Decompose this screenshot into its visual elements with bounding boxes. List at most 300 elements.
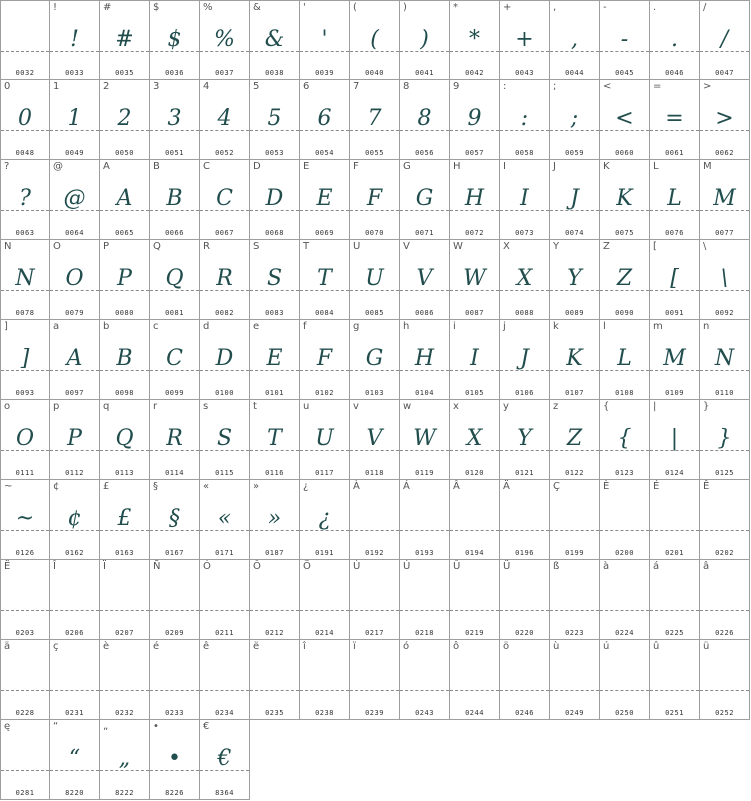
character-code: 0228 [15,709,35,717]
character-label: Q [153,241,161,252]
glyph-cell[interactable] [650,640,700,720]
glyph-preview: B [116,346,133,371]
glyph-cell[interactable] [200,240,250,320]
character-label: ö [503,641,510,652]
glyph-cell[interactable] [350,240,400,320]
glyph-cell[interactable] [700,560,750,640]
glyph-cell[interactable] [650,80,700,160]
character-code: 0250 [615,709,634,717]
glyph-cell[interactable] [350,560,400,640]
character-code: 0087 [465,309,484,317]
character-label: y [503,401,509,412]
glyph-cell[interactable] [100,160,150,240]
character-code: 0075 [615,229,634,237]
glyph-preview [650,655,699,703]
glyph-cell[interactable] [0,480,50,560]
glyph-cell[interactable] [250,240,300,320]
glyph-cell[interactable] [350,160,400,240]
glyph-cell[interactable] [100,560,150,640]
character-label: M [703,161,712,172]
glyph-preview: „ [118,746,131,771]
glyph-cell[interactable] [450,80,500,160]
glyph-cell[interactable] [500,480,550,560]
character-label: û [653,641,660,652]
glyph-cell[interactable] [600,640,650,720]
glyph-cell[interactable] [650,320,700,400]
glyph-cell[interactable] [700,80,750,160]
character-label: Ü [503,561,511,572]
character-code: 0217 [365,629,384,637]
character-code: 0097 [65,389,84,397]
glyph-cell[interactable] [300,320,350,400]
glyph-preview [300,575,349,623]
glyph-cell[interactable] [50,320,100,400]
glyph-cell[interactable] [200,400,250,480]
character-label: Ô [253,561,261,572]
character-label: ß [553,561,560,572]
glyph-preview [700,495,749,543]
character-label: / [703,2,707,13]
glyph-preview [500,575,549,623]
glyph-cell[interactable] [700,160,750,240]
character-label: b [103,321,110,332]
glyph-preview: [ [670,266,679,291]
glyph-preview: U [365,266,384,291]
character-label: ' [303,2,306,13]
character-code: 0223 [565,629,584,637]
glyph-cell[interactable] [50,240,100,320]
character-label: U [353,241,361,252]
glyph-preview: ~ [15,506,35,531]
glyph-cell[interactable] [50,160,100,240]
character-label: t [253,401,257,412]
glyph-cell[interactable] [550,320,600,400]
glyph-cell[interactable] [150,320,200,400]
character-code: 0224 [615,629,634,637]
glyph-preview [150,575,199,623]
character-code: 0064 [65,229,84,237]
character-code: 0032 [15,69,35,77]
glyph-cell[interactable] [400,160,450,240]
glyph-cell[interactable] [350,0,400,80]
glyph-cell[interactable] [450,320,500,400]
glyph-cell[interactable] [100,80,150,160]
character-label: l [603,321,606,332]
character-label: P [103,241,110,252]
glyph-preview: % [214,27,235,52]
glyph-cell[interactable] [100,400,150,480]
glyph-preview: ) [420,27,429,52]
glyph-cell[interactable] [0,240,50,320]
glyph-cell[interactable] [600,560,650,640]
glyph-cell[interactable] [400,240,450,320]
glyph-cell[interactable] [150,0,200,80]
character-code: 0200 [615,549,634,557]
character-code: 0085 [365,309,384,317]
glyph-cell[interactable] [300,240,350,320]
glyph-cell[interactable] [150,560,200,640]
glyph-cell[interactable] [0,0,50,80]
character-code: 0037 [215,69,234,77]
character-label: 1 [53,81,60,92]
glyph-preview: ] [20,346,30,371]
glyph-cell[interactable] [700,0,750,80]
character-label: è [103,641,110,652]
glyph-cell[interactable] [650,480,700,560]
glyph-cell[interactable] [250,400,300,480]
glyph-preview [450,495,499,543]
glyph-preview [350,575,399,623]
glyph-cell[interactable] [150,640,200,720]
glyph-cell[interactable] [50,80,100,160]
glyph-cell[interactable] [650,400,700,480]
character-label: m [653,321,663,332]
character-label: ] [4,321,8,332]
glyph-cell[interactable] [200,0,250,80]
glyph-cell[interactable] [150,480,200,560]
glyph-cell[interactable] [300,80,350,160]
glyph-cell[interactable] [400,0,450,80]
glyph-preview [1,575,49,623]
glyph-preview: F [366,186,383,211]
glyph-cell[interactable] [550,160,600,240]
glyph-cell[interactable] [150,720,200,800]
glyph-cell[interactable] [200,320,250,400]
glyph-preview: # [115,27,134,52]
glyph-preview: M [663,346,686,371]
glyph-cell[interactable] [450,0,500,80]
glyph-preview: / [720,27,729,52]
glyph-cell[interactable] [550,80,600,160]
character-code: 0039 [315,69,334,77]
glyph-cell[interactable] [400,320,450,400]
glyph-preview: X [466,426,483,451]
glyph-preview [100,575,149,623]
character-code: 0225 [665,629,684,637]
glyph-cell[interactable] [450,480,500,560]
glyph-preview [600,655,649,703]
glyph-cell[interactable] [700,400,750,480]
glyph-preview: ( [370,27,379,52]
character-code: 0035 [115,69,134,77]
character-code: 0243 [415,709,434,717]
glyph-cell[interactable] [100,640,150,720]
character-code: 0100 [215,389,234,397]
character-label: Ç [553,481,560,492]
glyph-preview: V [366,426,383,451]
glyph-cell[interactable] [600,320,650,400]
glyph-cell[interactable] [0,640,50,720]
glyph-cell[interactable] [450,560,500,640]
glyph-cell[interactable] [350,400,400,480]
glyph-cell[interactable] [500,320,550,400]
glyph-cell[interactable] [400,640,450,720]
glyph-preview: P [67,426,82,451]
character-code: 0235 [265,709,284,717]
character-label: h [403,321,410,332]
glyph-cell[interactable] [200,560,250,640]
glyph-cell[interactable] [550,640,600,720]
glyph-cell[interactable] [700,480,750,560]
glyph-cell[interactable] [250,480,300,560]
glyph-preview: G [365,346,384,371]
glyph-preview: K [566,346,583,371]
character-code: 0162 [65,549,84,557]
character-code: 0219 [465,629,484,637]
glyph-cell[interactable] [250,320,300,400]
character-label: T [303,241,310,252]
glyph-cell[interactable] [100,480,150,560]
glyph-cell[interactable] [0,400,50,480]
character-label: « [203,481,210,492]
character-code: 0110 [715,389,734,397]
glyph-preview: O [65,266,84,291]
glyph-cell[interactable] [500,400,550,480]
character-code: 0120 [465,469,484,477]
glyph-cell[interactable] [650,160,700,240]
glyph-cell[interactable] [50,640,100,720]
character-code: 0238 [315,709,334,717]
glyph-preview: I [470,346,479,371]
glyph-cell[interactable] [250,160,300,240]
glyph-cell[interactable] [500,0,550,80]
glyph-cell[interactable] [100,320,150,400]
glyph-cell[interactable] [600,240,650,320]
character-code: 0041 [415,69,434,77]
character-label: , [553,2,557,13]
glyph-cell[interactable] [300,400,350,480]
glyph-preview [350,655,399,703]
glyph-preview [550,495,599,543]
glyph-cell[interactable] [200,640,250,720]
character-code: 0112 [65,469,84,477]
glyph-cell[interactable] [300,160,350,240]
glyph-cell[interactable] [100,720,150,800]
glyph-preview: ¿ [318,506,331,531]
character-code: 0126 [15,549,35,557]
character-code: 0102 [315,389,334,397]
glyph-cell[interactable] [100,240,150,320]
glyph-preview: Z [566,426,583,451]
glyph-preview [650,575,699,623]
character-label: a [53,321,60,332]
glyph-cell[interactable] [650,240,700,320]
glyph-cell[interactable] [400,560,450,640]
glyph-cell[interactable] [50,560,100,640]
glyph-cell[interactable] [650,0,700,80]
character-code: 0091 [665,309,684,317]
glyph-preview: > [715,106,734,131]
glyph-cell[interactable] [700,240,750,320]
character-label: Â [453,481,460,492]
glyph-cell[interactable] [100,0,150,80]
glyph-cell[interactable] [600,400,650,480]
glyph-cell[interactable] [550,560,600,640]
glyph-preview [600,495,649,543]
character-label: § [153,481,158,492]
glyph-cell[interactable] [350,480,400,560]
character-label: S [253,241,260,252]
character-label: j [503,321,506,332]
character-label: 5 [253,81,260,92]
glyph-cell[interactable] [600,160,650,240]
character-code: 0212 [265,629,284,637]
character-code: 0068 [265,229,284,237]
character-label: + [503,2,512,13]
glyph-cell[interactable] [400,80,450,160]
glyph-cell[interactable] [550,240,600,320]
character-code: 0201 [665,549,684,557]
character-label: 7 [353,81,360,92]
character-code: 0111 [15,469,35,477]
glyph-preview [400,655,449,703]
glyph-cell[interactable] [200,80,250,160]
character-code: 0062 [715,149,734,157]
glyph-cell[interactable] [300,480,350,560]
glyph-cell[interactable] [150,80,200,160]
glyph-cell[interactable] [500,240,550,320]
glyph-preview [1,655,49,703]
glyph-cell[interactable] [250,0,300,80]
glyph-preview [400,575,449,623]
glyph-cell[interactable] [50,0,100,80]
glyph-cell[interactable] [700,640,750,720]
glyph-cell[interactable] [450,160,500,240]
glyph-cell[interactable] [400,480,450,560]
character-code: 0070 [365,229,384,237]
glyph-cell[interactable] [0,320,50,400]
glyph-preview: T [317,266,332,291]
character-label: ó [403,641,410,652]
glyph-cell[interactable] [150,240,200,320]
character-label: J [553,161,556,172]
glyph-cell[interactable] [350,640,400,720]
character-label: 8 [403,81,410,92]
glyph-preview: 4 [217,106,232,131]
glyph-cell[interactable] [550,400,600,480]
glyph-preview: { [617,426,632,451]
character-code: 0046 [665,69,684,77]
character-code: 0226 [715,629,734,637]
character-code: 0108 [615,389,634,397]
character-code: 0059 [565,149,584,157]
glyph-cell[interactable] [550,480,600,560]
character-code: 0206 [65,629,84,637]
character-label: ¢ [53,481,60,492]
character-code: 0054 [315,149,334,157]
glyph-preview: C [216,186,233,211]
glyph-cell[interactable] [600,80,650,160]
glyph-cell[interactable] [0,720,50,800]
glyph-preview: H [464,186,485,211]
glyph-cell[interactable] [50,480,100,560]
glyph-cell[interactable] [0,560,50,640]
glyph-cell[interactable] [350,80,400,160]
character-label: [ [653,241,657,252]
glyph-cell[interactable] [300,560,350,640]
character-code: 0086 [415,309,434,317]
glyph-preview: § [169,506,180,531]
character-code: 0105 [465,389,484,397]
glyph-cell[interactable] [0,80,50,160]
glyph-cell[interactable] [500,560,550,640]
glyph-preview: A [66,346,83,371]
glyph-cell[interactable] [450,640,500,720]
glyph-cell[interactable] [500,160,550,240]
character-code: 0124 [665,469,684,477]
glyph-cell[interactable] [300,0,350,80]
character-code: 0109 [665,389,684,397]
character-code: 0106 [515,389,534,397]
glyph-cell[interactable] [300,640,350,720]
character-label: E [303,161,310,172]
glyph-cell[interactable] [50,400,100,480]
character-code: 0038 [265,69,284,77]
glyph-cell[interactable] [250,80,300,160]
character-label: Ë [4,561,11,572]
character-code: 0047 [715,69,734,77]
character-label: L [653,161,659,172]
character-label: î [303,641,306,652]
glyph-preview: R [216,266,233,291]
character-label: “ [53,721,59,732]
glyph-cell[interactable] [500,80,550,160]
glyph-preview [150,655,199,703]
glyph-cell[interactable] [400,400,450,480]
character-label: à [603,561,610,572]
character-code: 0122 [565,469,584,477]
character-code: 0220 [515,629,534,637]
glyph-cell[interactable] [250,640,300,720]
glyph-cell[interactable] [150,400,200,480]
glyph-cell[interactable] [200,160,250,240]
character-label: Y [553,241,560,252]
glyph-cell[interactable] [500,640,550,720]
glyph-preview [250,575,299,623]
character-label: > [703,81,712,92]
glyph-cell[interactable] [250,560,300,640]
glyph-cell[interactable] [50,720,100,800]
character-code: 0036 [165,69,184,77]
glyph-cell[interactable] [450,400,500,480]
glyph-cell[interactable] [0,160,50,240]
character-label: c [153,321,159,332]
glyph-preview [50,655,99,703]
glyph-preview: + [515,27,534,52]
glyph-cell[interactable] [600,0,650,80]
character-label: € [203,721,210,732]
character-label: ï [353,641,356,652]
character-label: 4 [203,81,210,92]
character-label: \ [703,241,707,252]
glyph-cell[interactable] [200,480,250,560]
character-code: 0089 [565,309,584,317]
glyph-preview: & [264,27,285,52]
character-label: & [253,2,261,13]
character-label: g [353,321,360,332]
glyph-cell[interactable] [700,320,750,400]
glyph-cell[interactable] [350,320,400,400]
glyph-cell[interactable] [550,0,600,80]
glyph-cell[interactable] [450,240,500,320]
character-code: 0058 [515,149,534,157]
glyph-cell[interactable] [600,480,650,560]
character-code: 0107 [565,389,584,397]
glyph-cell[interactable] [200,720,250,800]
glyph-cell[interactable] [650,560,700,640]
glyph-cell[interactable] [150,160,200,240]
glyph-preview: £ [117,506,132,531]
